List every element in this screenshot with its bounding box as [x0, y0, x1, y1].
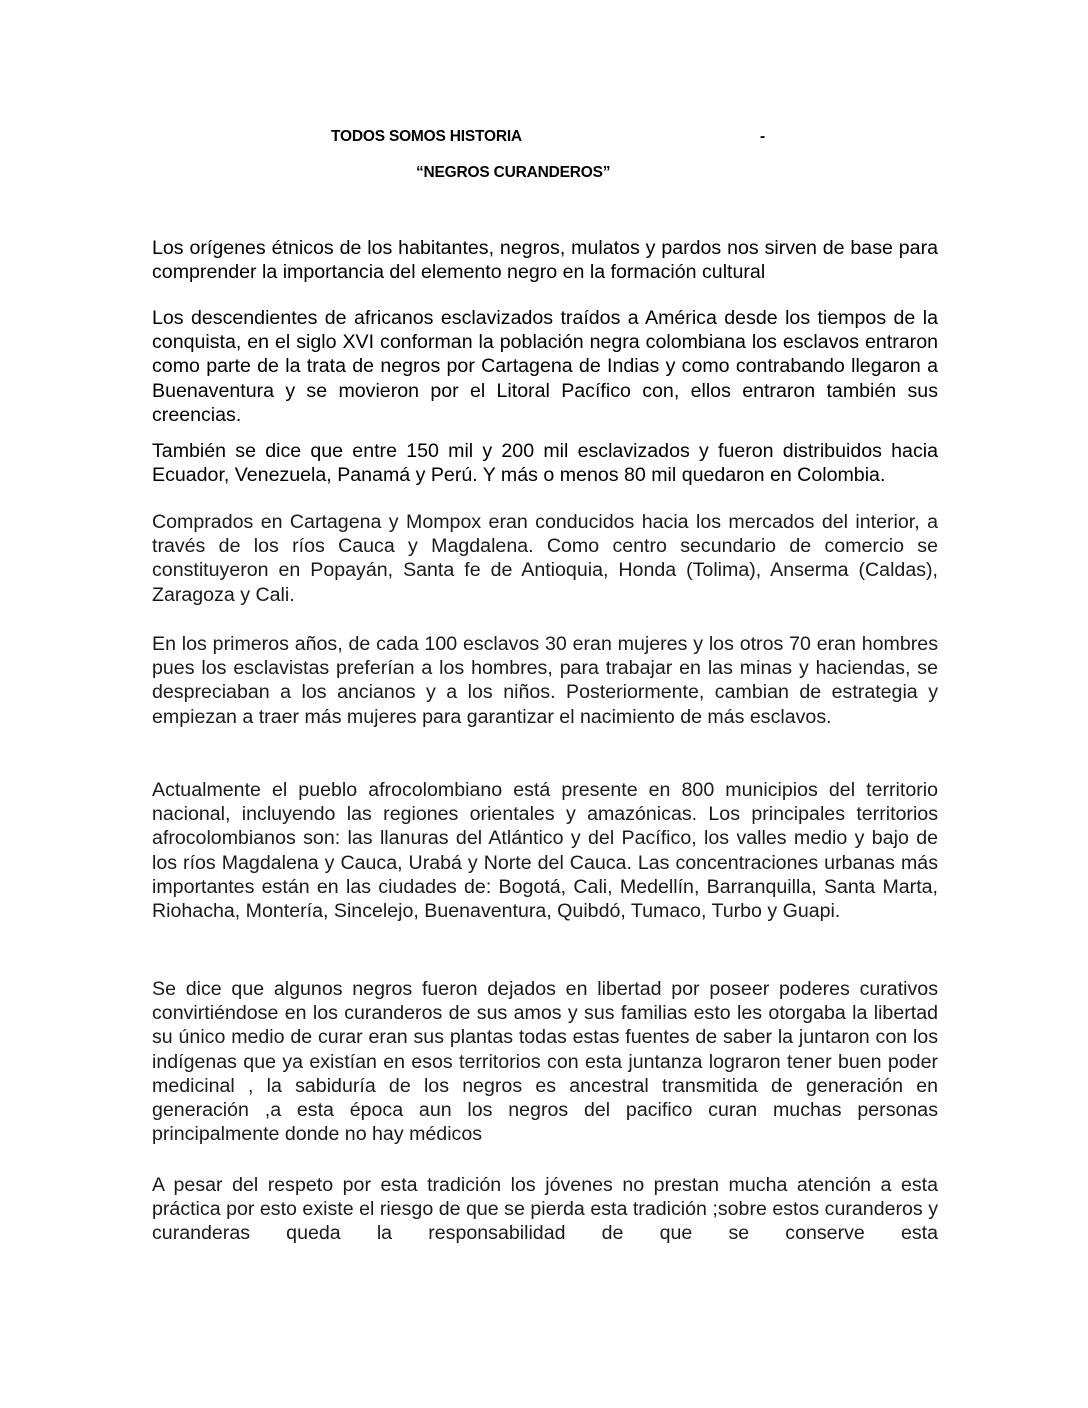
paragraph-descendants: Los descendientes de africanos esclavizados traídos a América desde los tiempos de la conquista, en el siglo XVI conforman la población negra colombiana los esclavos entraron como parte de la trata de negros por Cartagena de Indias y como contrabando llegaron a Buenaventura y se movieron por el Litoral Pacífico con, ellos entraron también sus creencias. [152, 307, 938, 426]
paragraph-origins: Los orígenes étnicos de los habitantes, negros, mulatos y pardos nos sirven de base para comprender la importancia del elemento negro en la formación cultural [152, 237, 938, 284]
paragraph-markets: Comprados en Cartagena y Mompox eran conducidos hacia los mercados del interior, a través de los ríos Cauca y Magdalena. Como centro secundario de comercio se constituyeron en Popayán, Santa fe de Antioquia, Honda (Tolima), Anserma (Caldas), Zaragoza y Cali. [152, 511, 938, 606]
paragraph-tradition-risk: A pesar del respeto por esta tradición los jóvenes no prestan mucha atención a esta práctica por esto existe el riesgo de que se pierda esta tradición ;sobre estos curanderos y curanderas queda la responsabilidad de que se conserve esta [152, 1174, 938, 1245]
paragraph-distribution: También se dice que entre 150 mil y 200 mil esclavizados y fueron distribuidos hacia Ecuador, Venezuela, Panamá y Perú. Y más o menos 80 mil quedaron en Colombia. [152, 440, 938, 487]
paragraph-healing-powers: Se dice que algunos negros fueron dejados en libertad por poseer poderes curativos convirtiéndose en los curanderos de sus amos y sus familias esto les otorgaba la libertad su único medio de curar eran sus plantas todas estas fuentes de saber la juntaron con los indígenas que ya existían en esos territorios con esta juntanza lograron tener buen poder medicinal , la sabiduría de los negros es ancestral transmitida de generación en generación ,a esta época aun los negros del pacifico curan muchas personas principalmente donde no hay médicos [152, 978, 938, 1146]
document-subtitle: “NEGROS CURANDEROS” [416, 164, 611, 181]
title-dash: - [760, 128, 765, 145]
paragraph-current-presence: Actualmente el pueblo afrocolombiano está presente en 800 municipios del territorio nacional, incluyendo las regiones orientales y amazónicas. Los principales territorios afrocolombianos son: las llanuras del Atlántico y del Pacífico, los valles medio y bajo de los ríos Magdalena y Cauca, Urabá y Norte del Cauca. Las concentraciones urbanas más importantes están en las ciudades de: Bogotá, Cali, Medellín, Barranquilla, Santa Marta, Riohacha, Montería, Sincelejo, Buenaventura, Quibdó, Tumaco, Turbo y Guapi. [152, 779, 938, 923]
paragraph-early-years: En los primeros años, de cada 100 esclavos 30 eran mujeres y los otros 70 eran hombres pues los esclavistas preferían a los hombres, para trabajar en las minas y haciendas, se despreciaban a los ancianos y a los niños. Posteriormente, cambian de estrategia y empiezan a traer más mujeres para garantizar el nacimiento de más esclavos. [152, 633, 938, 728]
document-title: TODOS SOMOS HISTORIA [331, 128, 522, 145]
